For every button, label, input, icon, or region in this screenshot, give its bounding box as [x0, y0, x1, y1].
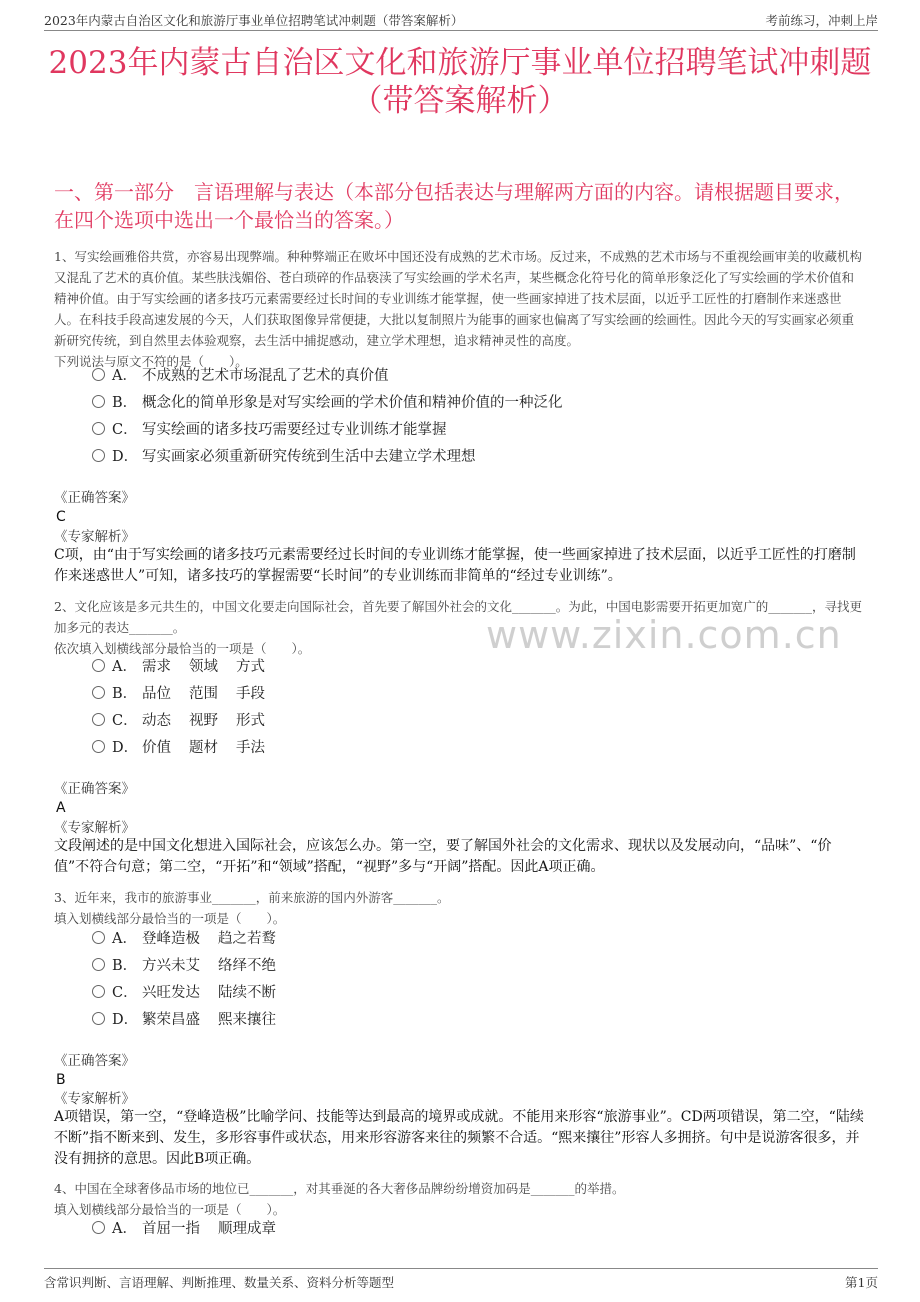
answer-heading: 《正确答案》	[54, 490, 135, 506]
question-prompt: 填入划横线部分最恰当的一项是（ ）。	[54, 1202, 286, 1217]
watermark: www.zixin.com.cn	[486, 613, 842, 657]
radio-icon[interactable]	[92, 395, 105, 408]
option-part: 需求	[142, 659, 171, 675]
page-header	[44, 8, 878, 31]
explanation-heading: 《专家解析》	[54, 1091, 135, 1107]
q2-option-b[interactable]	[92, 683, 265, 705]
question-prompt: 下列说法与原文不符的是（ ）。	[54, 354, 248, 369]
q3-option-d[interactable]	[92, 1009, 276, 1031]
q4-option-a[interactable]	[92, 1218, 276, 1240]
radio-icon[interactable]	[92, 1012, 105, 1025]
q3-option-a[interactable]	[92, 928, 276, 950]
option-text: 写实绘画的诸多技巧需要经过专业训练才能掌握	[142, 422, 447, 438]
option-part: 兴旺发达	[142, 985, 200, 1001]
q1-option-a[interactable]	[92, 365, 389, 387]
radio-icon[interactable]	[92, 1221, 105, 1234]
option-label: C．	[112, 422, 138, 438]
option-label: A．	[112, 1221, 137, 1237]
explanation-text: A项错误，第一空，“登峰造极”比喻学问、技能等达到最高的境界或成就。不能用来形容“旅游事业”。CD两项错误，第二空，“陆续不断”指不断来到、发生，多形容事件或状态，用来形容游客来往的频繁不合适。“熙来攘往”形容人多拥挤。句中是说游客很多，并没有拥挤的意思。因此B项正确。	[54, 1109, 864, 1167]
option-part: 手法	[236, 740, 265, 756]
option-part: 价值	[142, 740, 171, 756]
explanation-heading: 《专家解析》	[54, 820, 135, 836]
radio-icon[interactable]	[92, 659, 105, 672]
document-title	[0, 44, 920, 120]
question-prompt: 填入划横线部分最恰当的一项是（ ）。	[54, 911, 286, 926]
footer-topics: 含常识判断、言语理解、判断推理、数量关系、资料分析等题型	[44, 1275, 395, 1290]
option-part: 形式	[236, 713, 265, 729]
question-3	[54, 887, 866, 929]
option-label: D．	[112, 740, 139, 756]
radio-icon[interactable]	[92, 985, 105, 998]
option-part: 陆续不断	[218, 985, 276, 1001]
option-part: 趋之若鹜	[218, 931, 276, 947]
radio-icon[interactable]	[92, 740, 105, 753]
question-prompt: 依次填入划横线部分最恰当的一项是（ ）。	[54, 641, 311, 656]
option-label: A．	[112, 368, 137, 384]
option-text: 概念化的简单形象是对写实绘画的学术价值和精神价值的一种泛化	[142, 395, 563, 411]
option-label: C．	[112, 985, 138, 1001]
title-line-1: 2023年内蒙古自治区文化和旅游厅事业单位招聘笔试冲刺题	[48, 45, 872, 81]
option-part: 繁荣昌盛	[142, 1012, 200, 1028]
option-part: 络绎不绝	[218, 958, 276, 974]
option-text: 不成熟的艺术市场混乱了艺术的真价值	[142, 368, 389, 384]
answer-heading: 《正确答案》	[54, 1053, 135, 1069]
q2-option-d[interactable]	[92, 737, 265, 759]
option-part: 熙来攘往	[218, 1012, 276, 1028]
radio-icon[interactable]	[92, 449, 105, 462]
option-text: 写实画家必须重新研究传统到生活中去建立学术理想	[142, 449, 476, 465]
radio-icon[interactable]	[92, 686, 105, 699]
option-label: D．	[112, 449, 139, 465]
option-part: 题材	[189, 740, 218, 756]
radio-icon[interactable]	[92, 958, 105, 971]
option-part: 首屈一指	[142, 1221, 200, 1237]
page-footer	[44, 1268, 878, 1293]
option-label: A．	[112, 659, 137, 675]
question-2	[54, 596, 866, 659]
option-part: 方式	[236, 659, 265, 675]
explanation-text: C项，由“由于写实绘画的诸多技巧元素需要经过长时间的专业训练才能掌握，使一些画家掉进了技术层面，以近乎工匠性的打磨制作来迷惑世人”可知，诸多技巧的掌握需要“长时间”的专业训练而非简单的“经过专业训练”。	[54, 547, 856, 584]
correct-answer: A	[56, 800, 66, 816]
question-stem: 2、文化应该是多元共生的，中国文化要走向国际社会，首先要了解国外社会的文化_______。为此，中国电影需要开拓更加宽广的_______，寻找更加多元的表达_______。	[54, 599, 862, 635]
option-part: 品位	[142, 686, 171, 702]
option-label: D．	[112, 1012, 139, 1028]
option-label: B．	[112, 395, 138, 411]
header-doc-title: 2023年内蒙古自治区文化和旅游厅事业单位招聘笔试冲刺题（带答案解析）	[44, 13, 464, 28]
option-part: 顺理成章	[218, 1221, 276, 1237]
option-part: 视野	[189, 713, 218, 729]
title-line-2: （带答案解析）	[351, 83, 569, 119]
option-label: B．	[112, 958, 138, 974]
option-label: B．	[112, 686, 138, 702]
explanation-heading: 《专家解析》	[54, 529, 135, 545]
q3-option-b[interactable]	[92, 955, 276, 977]
option-part: 手段	[236, 686, 265, 702]
radio-icon[interactable]	[92, 368, 105, 381]
question-4	[54, 1178, 866, 1220]
correct-answer: B	[56, 1072, 66, 1088]
answer-heading: 《正确答案》	[54, 781, 135, 797]
q2-option-c[interactable]	[92, 710, 265, 732]
page-number: 第1页	[845, 1275, 878, 1290]
radio-icon[interactable]	[92, 931, 105, 944]
correct-answer: C	[56, 509, 66, 525]
q1-option-c[interactable]	[92, 419, 447, 441]
option-label: C．	[112, 713, 138, 729]
q3-option-c[interactable]	[92, 982, 276, 1004]
q2-option-a[interactable]	[92, 656, 265, 678]
question-stem: 4、中国在全球奢侈品市场的地位已_______，对其垂涎的各大奢侈品牌纷纷增资加码是_______的举措。	[54, 1181, 625, 1196]
radio-icon[interactable]	[92, 713, 105, 726]
option-label: A．	[112, 931, 137, 947]
section-heading: 一、第一部分 言语理解与表达（本部分包括表达与理解两方面的内容。请根据题目要求，在四个选项中选出一个最恰当的答案。）	[54, 180, 854, 232]
explanation-text: 文段阐述的是中国文化想进入国际社会，应该怎么办。第一空，要了解国外社会的文化需求、现状以及发展动向，“品味”、“价值”不符合句意；第二空，“开拓”和“领域”搭配，“视野”多与“开阔”搭配。因此A项正确。	[54, 838, 832, 875]
option-part: 领域	[189, 659, 218, 675]
option-part: 登峰造极	[142, 931, 200, 947]
option-part: 方兴未艾	[142, 958, 200, 974]
radio-icon[interactable]	[92, 422, 105, 435]
header-slogan: 考前练习，冲刺上岸	[765, 13, 878, 28]
question-1	[54, 246, 866, 372]
option-part: 范围	[189, 686, 218, 702]
q1-option-b[interactable]	[92, 392, 563, 414]
question-stem: 1、写实绘画雅俗共赏，亦容易出现弊端。种种弊端正在败坏中国还没有成熟的艺术市场。反过来，不成熟的艺术市场与不重视绘画审美的收藏机构又混乱了艺术的真价值。某些肤浅媚俗、苍白琐碎的作品亵渎了写实绘画的学术名声，某些概念化符号化的简单形象泛化了写实绘画的学术价值和精神价值。由于写实绘画的诸多技巧元素需要经过长时间的专业训练才能掌握，使一些画家掉进了技术层面，以近乎工匠性的打磨制作来迷惑世人。在科技手段高速发展的今天，人们获取图像异常便捷，大批以复制照片为能事的画家也偏离了写实绘画的绘画性。因此今天的写实画家必须重新研究传统，到自然里去体验观察，去生活中捕捉感动，建立学术理想，追求精神灵性的高度。	[54, 249, 862, 348]
q1-option-d[interactable]	[92, 446, 476, 468]
option-part: 动态	[142, 713, 171, 729]
question-stem: 3、近年来，我市的旅游事业_______，前来旅游的国内外游客_______。	[54, 890, 450, 905]
